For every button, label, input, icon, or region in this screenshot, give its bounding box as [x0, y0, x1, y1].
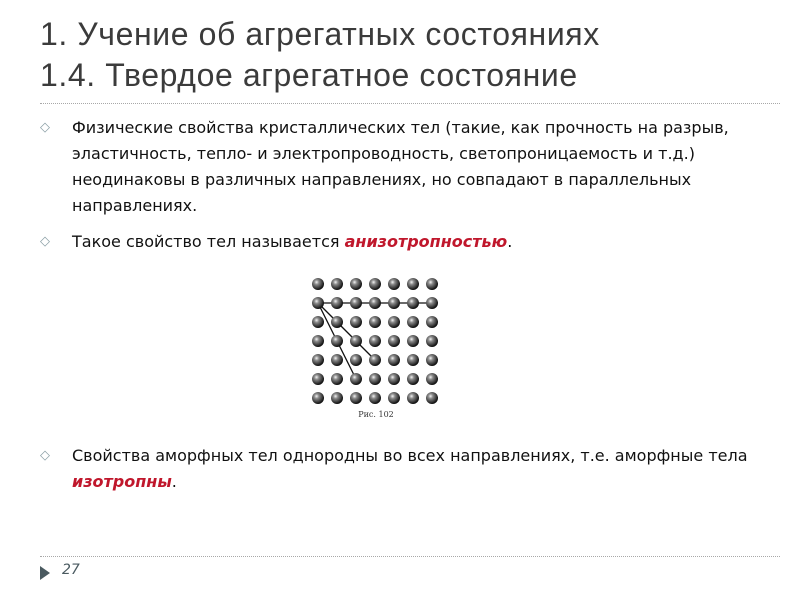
lattice-atom — [331, 373, 343, 385]
lattice-atom — [426, 316, 438, 328]
crystal-lattice-figure — [300, 268, 452, 420]
footer-divider — [40, 556, 780, 557]
lattice-atom — [388, 278, 400, 290]
highlight-term: анизотропностью — [344, 232, 508, 251]
lattice-atom — [312, 297, 324, 309]
lattice-atom — [407, 335, 419, 347]
lattice-atom — [426, 297, 438, 309]
lattice-atom — [369, 373, 381, 385]
lattice-atom — [350, 354, 362, 366]
lattice-atom — [350, 297, 362, 309]
lattice-atom — [331, 335, 343, 347]
diamond-outline-icon: ◇ — [40, 234, 50, 249]
figure-caption: Рис. 102 — [358, 410, 394, 419]
lattice-atom — [312, 354, 324, 366]
diamond-outline-icon: ◇ — [40, 448, 50, 463]
lattice-atoms — [312, 278, 438, 404]
lattice-atom — [369, 278, 381, 290]
lattice-atom — [369, 392, 381, 404]
lattice-atom — [350, 392, 362, 404]
lattice-atom — [350, 373, 362, 385]
title-line-2: 1.4. Твердое агрегатное состояние — [40, 57, 578, 93]
lattice-atom — [407, 297, 419, 309]
lattice-atom — [331, 354, 343, 366]
highlight-term: изотропны — [72, 472, 172, 491]
lattice-atom — [369, 297, 381, 309]
lattice-atom — [331, 297, 343, 309]
lattice-atom — [388, 354, 400, 366]
lattice-atom — [388, 335, 400, 347]
lattice-atom — [312, 392, 324, 404]
lattice-atom — [407, 316, 419, 328]
lattice-atom — [407, 373, 419, 385]
lattice-atom — [350, 278, 362, 290]
lattice-atom — [426, 278, 438, 290]
lattice-atom — [312, 373, 324, 385]
lattice-atom — [369, 354, 381, 366]
lattice-atom — [426, 354, 438, 366]
lattice-atom — [407, 354, 419, 366]
slide-number: 27 — [62, 562, 80, 578]
bullet-suffix: . — [507, 232, 513, 251]
lattice-atom — [426, 373, 438, 385]
slide-title — [40, 14, 780, 96]
lattice-atom — [388, 316, 400, 328]
lattice-atom — [331, 392, 343, 404]
lattice-atom — [369, 335, 381, 347]
lattice-atom — [331, 316, 343, 328]
lattice-atom — [388, 392, 400, 404]
diamond-outline-icon: ◇ — [40, 120, 50, 135]
lattice-atom — [350, 316, 362, 328]
bullet-text — [72, 443, 772, 495]
lattice-atom — [407, 278, 419, 290]
bullet-text: Физические свойства кристаллических тел (такие, как прочность на разрыв, эластичность, тепло- и электропроводность, светопроницаемость и т.д.) неодинаковы в различных направлениях, но совпадают в параллельных направлениях. — [72, 118, 729, 215]
lattice-atom — [426, 392, 438, 404]
lattice-atom — [388, 297, 400, 309]
lattice-atom — [369, 316, 381, 328]
bullet-prefix: Свойства аморфных тел однородны во всех направлениях, т.е. аморфные тела — [72, 446, 748, 465]
lattice-atom — [312, 335, 324, 347]
bullet-prefix: Такое свойство тел называется — [72, 232, 345, 251]
lattice-atom — [388, 373, 400, 385]
direction-line — [318, 303, 375, 360]
lattice-atom — [331, 278, 343, 290]
lattice-atom — [426, 335, 438, 347]
bullet-suffix: . — [171, 472, 177, 491]
lattice-atom — [312, 278, 324, 290]
bullet-text — [72, 229, 772, 255]
triangle-right-icon — [40, 566, 50, 580]
lattice-atom — [312, 316, 324, 328]
title-divider — [40, 103, 780, 104]
lattice-atom — [407, 392, 419, 404]
lattice-atom — [350, 335, 362, 347]
title-line-1: 1. Учение об агрегатных состояниях — [40, 16, 600, 52]
